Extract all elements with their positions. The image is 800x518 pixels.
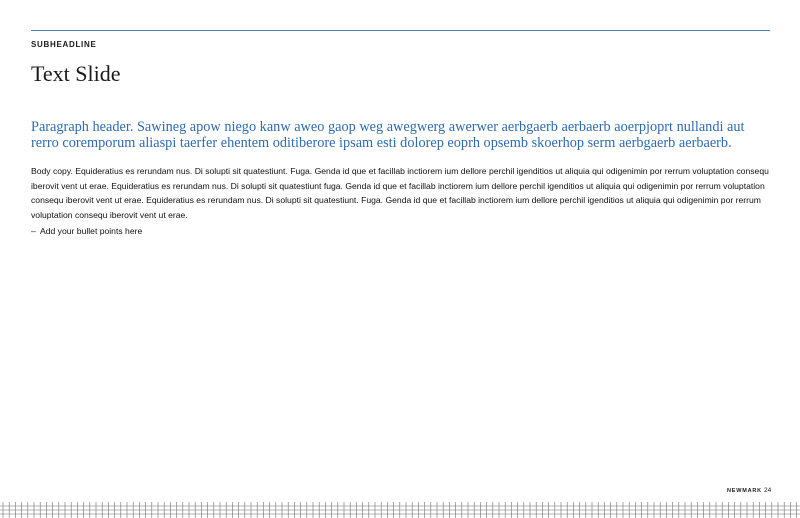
footer-brand-logo: NEWMARK bbox=[727, 488, 762, 494]
bullet-item bbox=[31, 226, 142, 236]
bullet-text: Add your bullet points here bbox=[40, 226, 143, 236]
top-rule bbox=[31, 30, 770, 31]
paragraph-header: Paragraph header. Sawineg apow niego kanw aweo gaop weg awegwerg awerwer aerbgaerb aerbaerb aoerpjoprt nullandi aut rerro coremporum aliaspi taerfer ehentem oditiberore ipsam esti dolorep eoprh opsemb skoerhop serm aerbgaerb aerbaerb. bbox=[31, 119, 745, 151]
slide-title: Text Slide bbox=[31, 61, 121, 86]
grid-strip bbox=[0, 502, 800, 518]
body-copy: Body copy. Equideratius es rerundam nus. Di solupti sit quatestiunt. Fuga. Genda id que et facillab inctiorem ium dellore perchil igenditios ut aliquia qui odigenimin por rerrum voluptation consequ iberovit vent ut erae. Equideratius es rerundam nus. Di solupti sit quatestiunt fuga. Genda id que et facillab inctiorem ium dellore perchil igenditios ut aliquia qui odigenimin por rerrum voluptation consequ iberovit vent ut erae. Equideratius es rerundam nus. Di solupti sit quatestiunt. Fuga. Genda id que et facillab inctiorem ium dellore perchil igenditios ut aliquia qui odigenimin por rerrum voluptation consequ iberovit vent ut erae. bbox=[31, 166, 769, 220]
subheadline: SUBHEADLINE bbox=[31, 40, 97, 49]
bullet-dash: – bbox=[31, 226, 36, 236]
bullet-list bbox=[31, 226, 142, 236]
page-number: 24 bbox=[764, 487, 772, 494]
